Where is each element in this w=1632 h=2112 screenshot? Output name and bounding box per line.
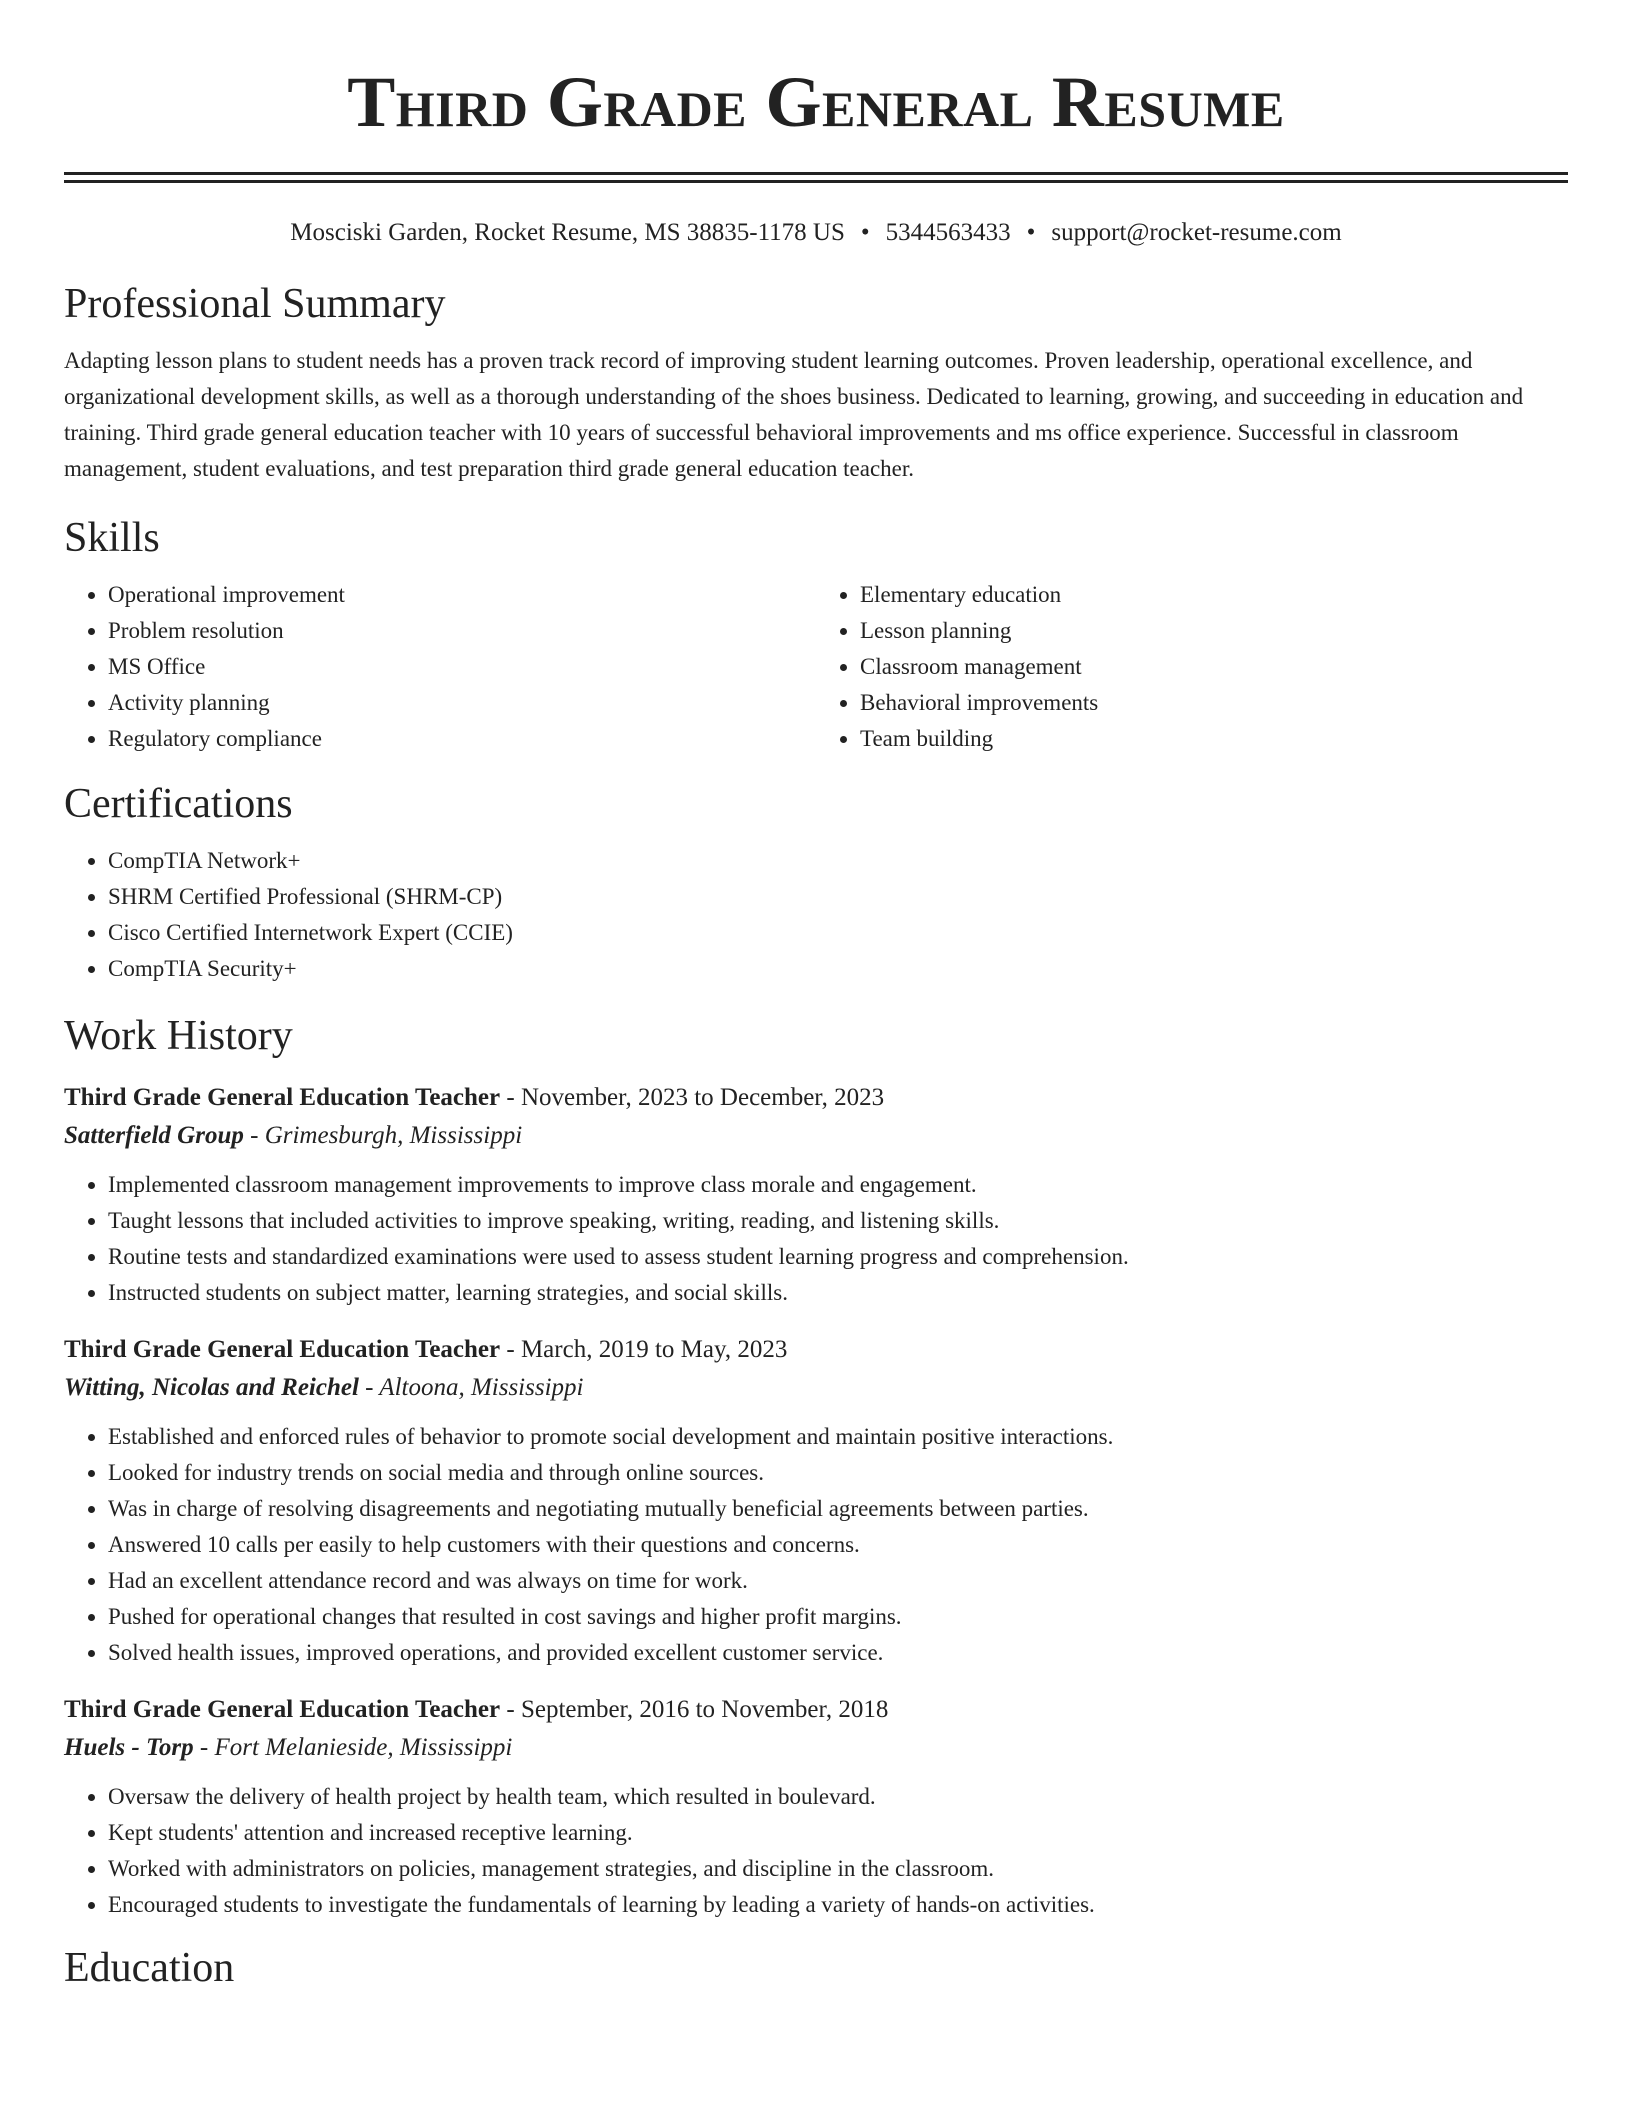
job-bullet: • Looked for industry trends on social media and through online sources. (108, 1455, 1568, 1491)
job-dates: - September, 2016 to November, 2018 (500, 1696, 889, 1723)
job-bullet: • Worked with administrators on policies, management strategies, and discipline in the classroom. (108, 1851, 1568, 1887)
job-company-line (64, 1369, 1568, 1407)
certification-item: • CompTIA Network+ (108, 843, 1568, 879)
summary-heading: Professional Summary (64, 281, 446, 327)
skills-list-right (816, 577, 1568, 757)
contact-address: Mosciski Garden, Rocket Resume, MS 38835-1178 US (290, 219, 845, 246)
skill-item: • Lesson planning (860, 613, 1568, 649)
job-entry (64, 1079, 1568, 1311)
job-title-line (64, 1331, 1568, 1369)
job-bullet: • Pushed for operational changes that resulted in cost savings and higher profit margins. (108, 1599, 1568, 1635)
job-title-line (64, 1079, 1568, 1117)
job-dates: - November, 2023 to December, 2023 (500, 1084, 885, 1111)
job-role: Third Grade General Education Teacher (64, 1696, 501, 1723)
job-company: Satterfield Group (64, 1122, 244, 1149)
skill-item: • Problem resolution (108, 613, 816, 649)
job-role: Third Grade General Education Teacher (64, 1336, 501, 1363)
job-bullets (64, 1167, 1568, 1311)
skill-item: • Classroom management (860, 649, 1568, 685)
job-entry (64, 1691, 1568, 1923)
skill-item: • Elementary education (860, 577, 1568, 613)
job-role: Third Grade General Education Teacher (64, 1084, 501, 1111)
skill-item: • Operational improvement (108, 577, 816, 613)
job-location: - Grimesburgh, Mississippi (243, 1122, 523, 1149)
contact-separator: • (1026, 219, 1036, 246)
skill-item: • Activity planning (108, 685, 816, 721)
skills-heading: Skills (64, 515, 160, 561)
skill-item: • Regulatory compliance (108, 721, 816, 757)
contact-email: support@rocket-resume.com (1051, 219, 1342, 246)
job-bullets (64, 1779, 1568, 1923)
job-bullet: • Solved health issues, improved operations, and provided excellent customer service. (108, 1635, 1568, 1671)
job-dates: - March, 2019 to May, 2023 (500, 1336, 788, 1363)
skill-item: • MS Office (108, 649, 816, 685)
job-bullet: • Answered 10 calls per easily to help customers with their questions and concerns. (108, 1527, 1568, 1563)
job-bullet: • Routine tests and standardized examinations were used to assess student learning progress and comprehension. (108, 1239, 1568, 1275)
summary-text: Adapting lesson plans to student needs has a proven track record of improving student learning outcomes. Proven leadership, operational excellence, and organizational development skills, as well as a thorough understanding of the shoes business. Dedicated to learning, growing, and succeeding in education and training. Third grade general education teacher with 10 years of successful behavioral improvements and ms office experience. Successful in classroom management, student evaluations, and test preparation third grade general education teacher. (64, 348, 1524, 481)
job-location: - Fort Melanieside, Mississippi (193, 1734, 513, 1761)
resume-title: Third Grade General Resume (347, 62, 1285, 142)
job-bullet: • Encouraged students to investigate the fundamentals of learning by leading a variety of hands-on activities. (108, 1887, 1568, 1923)
job-bullet: • Established and enforced rules of behavior to promote social development and maintain positive interactions. (108, 1419, 1568, 1455)
skills-list-left (64, 577, 816, 757)
title-divider (64, 172, 1568, 183)
job-company-line (64, 1729, 1568, 1767)
job-bullet: • Implemented classroom management improvements to improve class morale and engagement. (108, 1167, 1568, 1203)
job-bullet: • Was in charge of resolving disagreements and negotiating mutually beneficial agreements between parties. (108, 1491, 1568, 1527)
skill-item: • Behavioral improvements (860, 685, 1568, 721)
job-entry (64, 1331, 1568, 1671)
certification-item: • Cisco Certified Internetwork Expert (CCIE) (108, 915, 1568, 951)
job-title-line (64, 1691, 1568, 1729)
job-bullet: • Had an excellent attendance record and was always on time for work. (108, 1563, 1568, 1599)
job-bullet: • Taught lessons that included activities to improve speaking, writing, reading, and listening skills. (108, 1203, 1568, 1239)
contact-separator: • (860, 219, 870, 246)
job-company: Huels - Torp (64, 1734, 194, 1761)
contact-line (64, 217, 1568, 249)
job-bullet: • Instructed students on subject matter, learning strategies, and social skills. (108, 1275, 1568, 1311)
job-bullet: • Kept students' attention and increased receptive learning. (108, 1815, 1568, 1851)
job-company-line (64, 1117, 1568, 1155)
certification-item: • SHRM Certified Professional (SHRM-CP) (108, 879, 1568, 915)
skills-columns (64, 577, 1568, 757)
job-bullet: • Oversaw the delivery of health project by health team, which resulted in boulevard. (108, 1779, 1568, 1815)
certification-item: • CompTIA Security+ (108, 951, 1568, 987)
certifications-heading: Certifications (64, 781, 293, 827)
job-company: Witting, Nicolas and Reichel (64, 1374, 359, 1401)
job-location: - Altoona, Mississippi (358, 1374, 584, 1401)
certifications-list (64, 843, 1568, 987)
work-history-heading: Work History (64, 1013, 293, 1059)
contact-phone: 5344563433 (885, 219, 1011, 246)
job-bullets (64, 1419, 1568, 1671)
skill-item: • Team building (860, 721, 1568, 757)
education-heading: Education (64, 1945, 235, 1991)
